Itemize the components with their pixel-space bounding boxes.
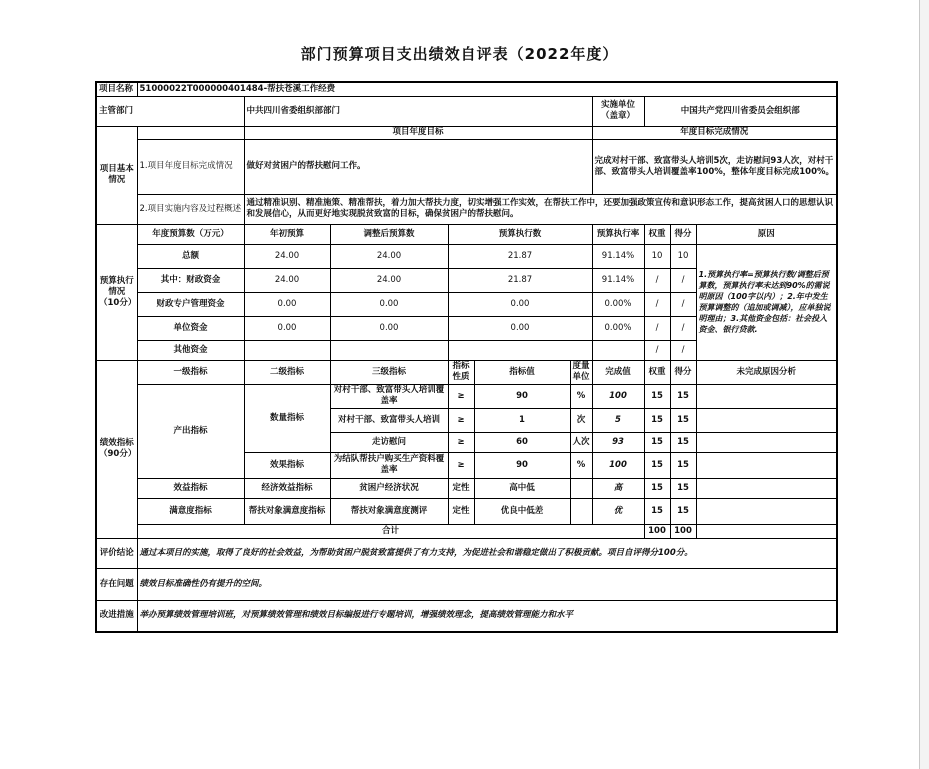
perf-l3: 为结队帮扶户购买生产资料覆盖率 — [330, 452, 448, 478]
budget-initial: 24.00 — [244, 244, 330, 268]
perf-value: 1 — [474, 408, 570, 432]
benefit-reason — [696, 478, 837, 498]
problems-row — [96, 568, 837, 600]
budget-rate: 0.00% — [592, 292, 644, 316]
perf-header-row — [96, 360, 837, 384]
goal-text: 做好对贫困户的帮扶慰问工作。 — [244, 139, 592, 194]
basic-content-row — [96, 194, 837, 224]
budget-h1: 年初预算 — [244, 224, 330, 244]
budget-h6: 得分 — [670, 224, 696, 244]
budget-row-name: 单位资金 — [137, 316, 244, 340]
budget-adjusted: 24.00 — [330, 268, 448, 292]
budget-executed — [448, 340, 592, 360]
budget-weight: / — [644, 340, 670, 360]
budget-initial: 0.00 — [244, 292, 330, 316]
benefit-unit — [570, 478, 592, 498]
budget-executed: 0.00 — [448, 316, 592, 340]
budget-executed: 21.87 — [448, 268, 592, 292]
completion-header: 年度目标完成情况 — [592, 126, 837, 139]
total-reason — [696, 524, 837, 538]
budget-adjusted: 24.00 — [330, 244, 448, 268]
satisfaction-unit — [570, 498, 592, 524]
goal-completion-label: 1.项目年度目标完成情况 — [137, 139, 244, 194]
impl-unit-value: 中国共产党四川省委员会组织部 — [644, 96, 837, 126]
evaluation-table — [95, 81, 838, 633]
measures-text: 举办预算绩效管理培训班，对预算绩效管理和绩效目标编报进行专题培训，增强绩效理念，提高绩效管理能力和水平 — [137, 600, 837, 632]
benefit-row — [96, 478, 837, 498]
satisfaction-done: 优 — [592, 498, 644, 524]
perf-unit: 人次 — [570, 432, 592, 452]
perf-done: 100 — [592, 384, 644, 408]
satisfaction-score: 15 — [670, 498, 696, 524]
perf-score: 15 — [670, 384, 696, 408]
satisfaction-l2: 帮扶对象满意度指标 — [244, 498, 330, 524]
perf-weight: 15 — [644, 452, 670, 478]
perf-nature: ≥ — [448, 432, 474, 452]
benefit-weight: 15 — [644, 478, 670, 498]
completion-text: 完成对村干部、致富带头人培训5次，走访慰问93人次，对村干部、致富带头人培训覆盖率100%，整体年度目标完成100%。 — [592, 139, 837, 194]
budget-initial — [244, 340, 330, 360]
perf-unit: % — [570, 452, 592, 478]
budget-score: / — [670, 340, 696, 360]
benefit-score: 15 — [670, 478, 696, 498]
perf-nature: ≥ — [448, 408, 474, 432]
perf-value: 90 — [474, 452, 570, 478]
perf-value: 60 — [474, 432, 570, 452]
perf-weight: 15 — [644, 384, 670, 408]
perf-weight: 15 — [644, 408, 670, 432]
budget-row-name: 总额 — [137, 244, 244, 268]
perf-done: 5 — [592, 408, 644, 432]
measures-row — [96, 600, 837, 632]
department-label: 主管部门 — [96, 96, 244, 126]
budget-adjusted: 0.00 — [330, 292, 448, 316]
benefit-nature: 定性 — [448, 478, 474, 498]
budget-rate: 0.00% — [592, 316, 644, 340]
page-title: 部门预算项目支出绩效自评表（2022年度） — [300, 45, 619, 63]
budget-score: 10 — [670, 244, 696, 268]
perf-reason — [696, 384, 837, 408]
perf-h6: 完成值 — [592, 360, 644, 384]
basic-blank-cell — [137, 126, 244, 139]
total-weight: 100 — [644, 524, 670, 538]
output-indicator: 产出指标 — [137, 384, 244, 478]
budget-rate: 91.14% — [592, 268, 644, 292]
satisfaction-value: 优良中低差 — [474, 498, 570, 524]
budget-h2: 调整后预算数 — [330, 224, 448, 244]
budget-row-name: 财政专户管理资金 — [137, 292, 244, 316]
perf-score: 15 — [670, 452, 696, 478]
perf-weight: 15 — [644, 432, 670, 452]
perf-value: 90 — [474, 384, 570, 408]
conclusion-text: 通过本项目的实施，取得了良好的社会效益，为帮助贫困户脱贫致富提供了有力支持，为促进社会和谐稳定做出了积极贡献。项目自评得分100分。 — [137, 538, 837, 568]
perf-l3: 走访慰问 — [330, 432, 448, 452]
perf-h2: 三级指标 — [330, 360, 448, 384]
perf-reason — [696, 452, 837, 478]
budget-section-label: 预算执行情况（10分） — [96, 224, 137, 360]
perf-done: 93 — [592, 432, 644, 452]
satisfaction-nature: 定性 — [448, 498, 474, 524]
project-name-row — [96, 82, 837, 96]
benefit-done: 高 — [592, 478, 644, 498]
perf-section-label: 绩效指标（90分） — [96, 360, 137, 538]
perf-h8: 得分 — [670, 360, 696, 384]
budget-weight: 10 — [644, 244, 670, 268]
perf-h4: 指标值 — [474, 360, 570, 384]
budget-adjusted: 0.00 — [330, 316, 448, 340]
benefit-value: 高中低 — [474, 478, 570, 498]
perf-h3: 指标性质 — [448, 360, 474, 384]
budget-initial: 24.00 — [244, 268, 330, 292]
budget-executed: 21.87 — [448, 244, 592, 268]
implementation-label: 2.项目实施内容及过程概述 — [137, 194, 244, 224]
perf-h7: 权重 — [644, 360, 670, 384]
project-name-label: 项目名称 — [96, 82, 137, 96]
satisfaction-weight: 15 — [644, 498, 670, 524]
satisfaction-l3: 帮扶对象满意度测评 — [330, 498, 448, 524]
perf-nature: ≥ — [448, 452, 474, 478]
budget-score: / — [670, 316, 696, 340]
benefit-l2: 经济效益指标 — [244, 478, 330, 498]
budget-weight: / — [644, 268, 670, 292]
project-name-value: 51000022T000000401484-帮扶苍溪工作经费 — [137, 82, 837, 96]
basic-section-label: 项目基本情况 — [96, 126, 137, 224]
perf-reason — [696, 408, 837, 432]
benefit-l1: 效益指标 — [137, 478, 244, 498]
benefit-l3: 贫困户经济状况 — [330, 478, 448, 498]
budget-row-name: 其中：财政资金 — [137, 268, 244, 292]
perf-l3: 对村干部、致富带头人培训覆盖率 — [330, 384, 448, 408]
perf-nature: ≥ — [448, 384, 474, 408]
budget-rate: 91.14% — [592, 244, 644, 268]
budget-h0: 年度预算数（万元） — [137, 224, 244, 244]
budget-h3: 预算执行数 — [448, 224, 592, 244]
budget-row — [96, 244, 837, 268]
satisfaction-l1: 满意度指标 — [137, 498, 244, 524]
department-value: 中共四川省委组织部部门 — [244, 96, 592, 126]
problems-text: 绩效目标准确性仍有提升的空间。 — [137, 568, 837, 600]
satisfaction-reason — [696, 498, 837, 524]
budget-adjusted — [330, 340, 448, 360]
perf-h0: 一级指标 — [137, 360, 244, 384]
perf-unit: 次 — [570, 408, 592, 432]
implementation-text: 通过精准识别、精准施策、精准帮扶，着力加大帮扶力度，切实增强工作实效，在帮扶工作中，还要加强政策宣传和意识形态工作，提高贫困人口的思想认识和发展信心，从而更好地实现脱贫致富的目标，确保贫困户的帮扶慰问。 — [244, 194, 837, 224]
goal-header: 项目年度目标 — [244, 126, 592, 139]
conclusion-row — [96, 538, 837, 568]
total-score: 100 — [670, 524, 696, 538]
budget-row-name: 其他资金 — [137, 340, 244, 360]
budget-rate — [592, 340, 644, 360]
budget-initial: 0.00 — [244, 316, 330, 340]
budget-weight: / — [644, 292, 670, 316]
budget-reason: 1.预算执行率=预算执行数/调整后预算数，预算执行率未达到90%的需说明原因（100字以内）；2.年中发生预算调整的（追加或调减），应单独说明理由；3.其他资金包括：社会投入资金、银行贷款. — [696, 244, 837, 360]
impl-unit-label: 实施单位（盖章） — [592, 96, 644, 126]
perf-done: 100 — [592, 452, 644, 478]
basic-goal-row — [96, 139, 837, 194]
total-row — [96, 524, 837, 538]
budget-score: / — [670, 268, 696, 292]
budget-executed: 0.00 — [448, 292, 592, 316]
measures-label: 改进措施 — [96, 600, 137, 632]
basic-header-row — [96, 126, 837, 139]
budget-score: / — [670, 292, 696, 316]
perf-reason — [696, 432, 837, 452]
budget-header-row — [96, 224, 837, 244]
conclusion-label: 评价结论 — [96, 538, 137, 568]
problems-label: 存在问题 — [96, 568, 137, 600]
perf-h1: 二级指标 — [244, 360, 330, 384]
budget-h5: 权重 — [644, 224, 670, 244]
budget-h4: 预算执行率 — [592, 224, 644, 244]
budget-weight: / — [644, 316, 670, 340]
perf-h5: 度量单位 — [570, 360, 592, 384]
total-label: 合计 — [137, 524, 644, 538]
effect-indicator: 效果指标 — [244, 452, 330, 478]
perf-unit: % — [570, 384, 592, 408]
perf-score: 15 — [670, 408, 696, 432]
perf-score: 15 — [670, 432, 696, 452]
department-row — [96, 96, 837, 126]
satisfaction-row — [96, 498, 837, 524]
budget-h7: 原因 — [696, 224, 837, 244]
quantity-indicator: 数量指标 — [244, 384, 330, 452]
perf-h9: 未完成原因分析 — [696, 360, 837, 384]
perf-l3: 对村干部、致富带头人培训 — [330, 408, 448, 432]
perf-row — [96, 384, 837, 408]
